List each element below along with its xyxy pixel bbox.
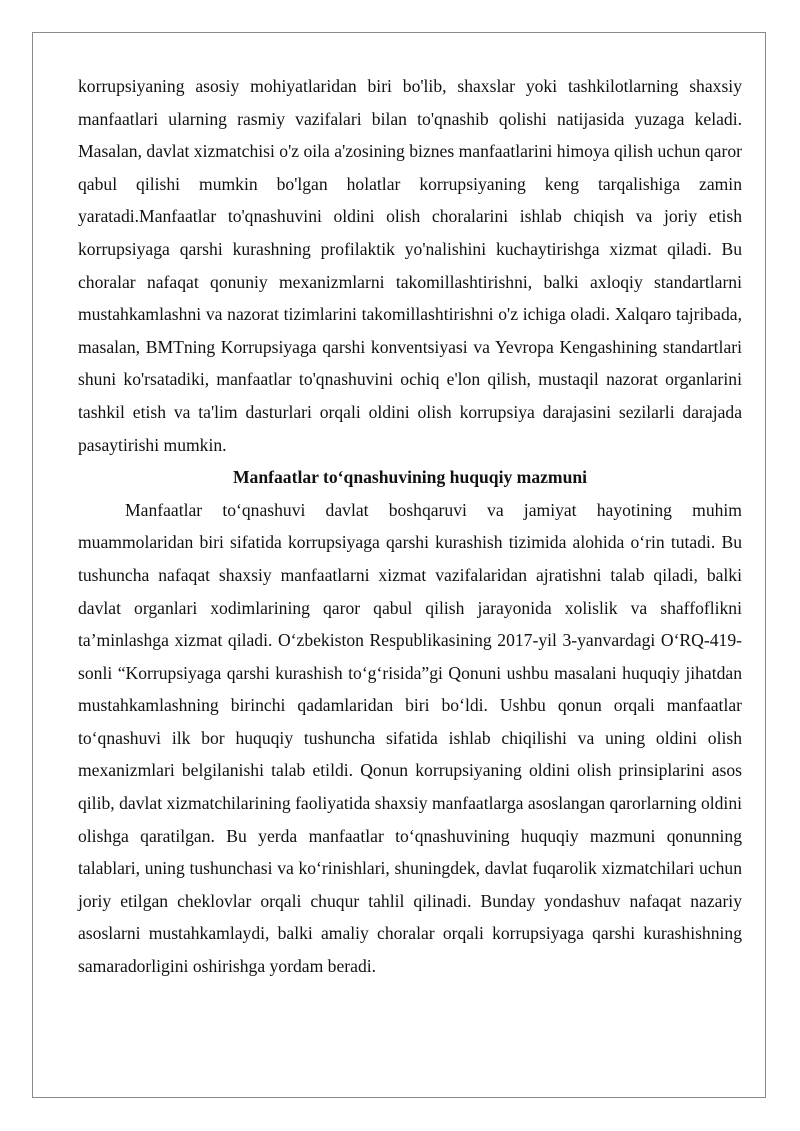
section-heading: Manfaatlar to‘qnashuvining huquqiy mazmuni <box>232 467 588 488</box>
body-paragraph: Manfaatlar to‘qnashuvi davlat boshqaruvi va jamiyat hayotining muhim muammolaridan biri sifatida korrupsiyaga qarshi kurashish tizimida alohida o‘rin tutadi. Bu tushuncha nafaqat shaxsiy manfaatlarni xizmat vazifalaridan ajratishni talab qiladi, balki davlat organlari xodimlarining qaror qabul qilish jarayonida xolislik va shaffoflikni ta’minlashga xizmat qiladi. O‘zbekiston Respublikasining 2017-yil 3-yanvardagi O‘RQ-419-sonli “Korrupsiyaga qarshi kurashish to‘g‘risida”gi Qonuni ushbu masalani huquqiy jihatdan mustahkamlashning birinchi qadamlaridan biri bo‘ldi. Ushbu qonun orqali manfaatlar to‘qnashuvi ilk bor huquqiy tushuncha sifatida ishlab chiqilishi va uning oldini olish mexanizmlari belgilanishi talab etildi. Qonun korrupsiyaning oldini olish prinsiplarini asos qilib, davlat xizmatchilarining faoliyatida shaxsiy manfaatlarga asoslangan qarorlarning oldini olishga qaratilgan. Bu yerda manfaatlar to‘qnashuvining huquqiy mazmuni qonunning talablari, uning tushunchasi va ko‘rinishlari, shuningdek, davlat fuqarolik xizmatchilari uchun joriy etilgan cheklovlar orqali chuqur tahlil qilinadi. Bunday yondashuv nafaqat nazariy asoslarni mustahkamlaydi, balki amaliy choralar orqali korrupsiyaga qarshi kurashishning samaradorligini oshirishga yordam beradi. <box>78 499 742 977</box>
body-paragraph: korrupsiyaning asosiy mohiyatlaridan biri bo'lib, shaxslar yoki tashkilotlarning shaxsiy manfaatlari ularning rasmiy vazifalari bilan to'qnashib qolishi natijasida yuzaga keladi. Masalan, davlat xizmatchisi o'z oila a'zosining biznes manfaatlarini himoya qilish uchun qaror qabul qilishi mumkin bo'lgan holatlar korrupsiyaning keng tarqalishiga zamin yaratadi.Manfaatlar to'qnashuvini oldini olish choralarini ishlab chiqish va joriy etish korrupsiyaga qarshi kurashning profilaktik yo'nalishini kuchaytirishga xizmat qiladi. Bu choralar nafaqat qonuniy mexanizmlarni takomillashtirishni, balki axloqiy standartlarni mustahkamlashni va nazorat tizimlarini takomillashtirishni o'z ichiga oladi. Xalqaro tajribada, masalan, BMTning Korrupsiyaga qarshi konventsiyasi va Yevropa Kengashining standartlari shuni ko'rsatadiki, manfaatlar to'qnashuvini ochiq e'lon qilish, mustaqil nazorat organlarini tashkil etish va ta'lim dasturlari orqali oldini olish korrupsiya darajasini sezilarli darajada pasaytirishi mumkin. <box>78 76 742 455</box>
document-body <box>78 70 742 983</box>
